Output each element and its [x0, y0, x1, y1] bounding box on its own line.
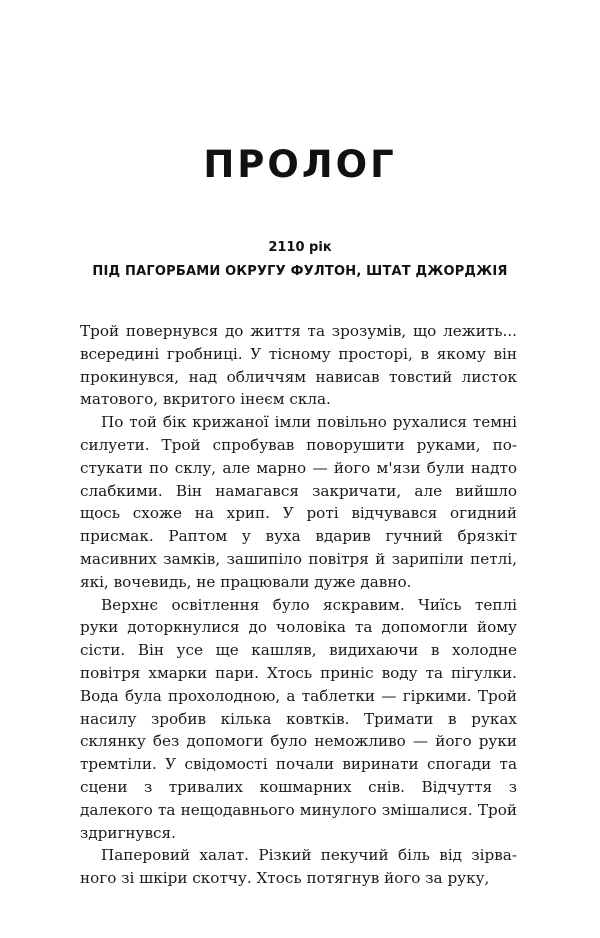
paragraph: Трой повернувся до життя та зрозумів, що лежить... всередині гробниці. У тісному просторі, в якому він прокинувся, над обличчям нависав товстий листок матового, вкритого інеєм скла.: [80, 322, 517, 409]
paragraph: Паперовий халат. Різкий пекучий біль від зірваного зі шкіри скотчу. Хтось потягнув його за руку,: [80, 846, 517, 888]
chapter-title: ПРОЛОГ: [203, 143, 397, 186]
chapter-dateline: [0, 236, 600, 284]
dateline-year: 2110 рік: [268, 240, 332, 255]
paragraph: Верхнє освітлення було яскравим. Чиїсь теплі руки доторкнулися до чоловіка та допомогли йому сісти. Він усе ще кашляв, видихаючи в холодне повітря хмарки пари. Хтось приніс воду та пігулки. Вода була прохолодною, а таблетки — гіркими. Трой насилу зробив кілька ковтків. Тримати в руках склянку без допомоги було неможливо — його руки тремтіли. У свідомості почали виринати спогади та сцени з тривалих кошмарних снів. Відчуття з далекого та нещодавнього минулого змішалися. Трой здригнувся.: [80, 595, 517, 842]
paragraph: По той бік крижаної імли повільно рухалися темні силуети. Трой спробував поворушити руками, постукати по склу, але марно — його м'язи були надто слабкими. Він намагався закричати, але вийшло щось схоже на хрип. У роті відчувався огидний присмак. Раптом у вуха вдарив гучний брязкіт масивних замків, зашипіло повітря й зарипіли петлі, які, вочевидь, не працювали дуже давно.: [80, 413, 517, 591]
dateline-place: ПІД ПАГОРБАМИ ОКРУГУ ФУЛТОН, ШТАТ ДЖОРДЖІЯ: [92, 264, 508, 279]
prose-body: [80, 320, 517, 890]
